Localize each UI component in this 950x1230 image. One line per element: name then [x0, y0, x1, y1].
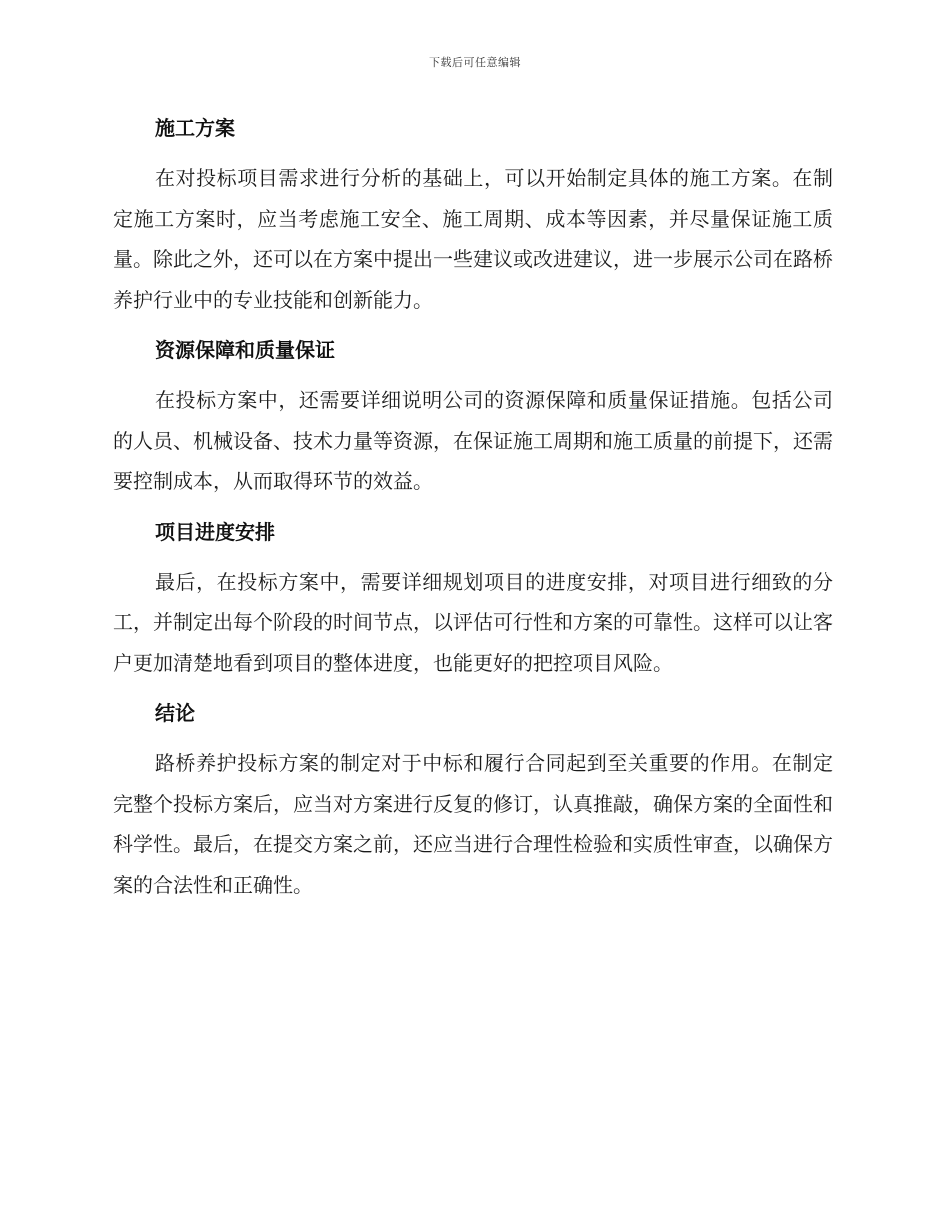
document-body [113, 110, 833, 917]
section-construction-plan [113, 110, 833, 320]
section-resource-quality [113, 332, 833, 502]
section-heading: 施工方案 [155, 116, 235, 140]
section-paragraph: 在对投标项目需求进行分析的基础上，可以开始制定具体的施工方案。在制定施工方案时，应当考虑施工安全、施工周期、成本等因素，并尽量保证施工质量。除此之外，还可以在方案中提出一些建议或改进建议，进一步展示公司在路桥养护行业中的专业技能和创新能力。 [113, 166, 833, 312]
section-heading: 项目进度安排 [155, 519, 275, 544]
section-paragraph: 最后，在投标方案中，需要详细规划项目的进度安排，对项目进行细致的分工，并制定出每个阶段的时间节点，以评估可行性和方案的可靠性。这样可以让客户更加清楚地看到项目的整体进度，也能更好的把控项目风险。 [113, 569, 833, 675]
section-schedule [113, 514, 833, 684]
section-heading: 资源保障和质量保证 [155, 338, 335, 362]
section-conclusion [113, 695, 833, 905]
section-paragraph: 路桥养护投标方案的制定对于中标和履行合同起到至关重要的作用。在制定完整个投标方案后，应当对方案进行反复的修订，认真推敲，确保方案的全面性和科学性。最后，在提交方案之前，还应当进行合理性检验和实质性审查，以确保方案的合法性和正确性。 [113, 751, 833, 897]
section-paragraph: 在投标方案中，还需要详细说明公司的资源保障和质量保证措施。包括公司的人员、机械设备、技术力量等资源，在保证施工周期和施工质量的前提下，还需要控制成本，从而取得环节的效益。 [113, 388, 833, 493]
page-header-note: 下载后可任意编辑 [429, 56, 521, 69]
section-heading: 结论 [155, 701, 195, 725]
